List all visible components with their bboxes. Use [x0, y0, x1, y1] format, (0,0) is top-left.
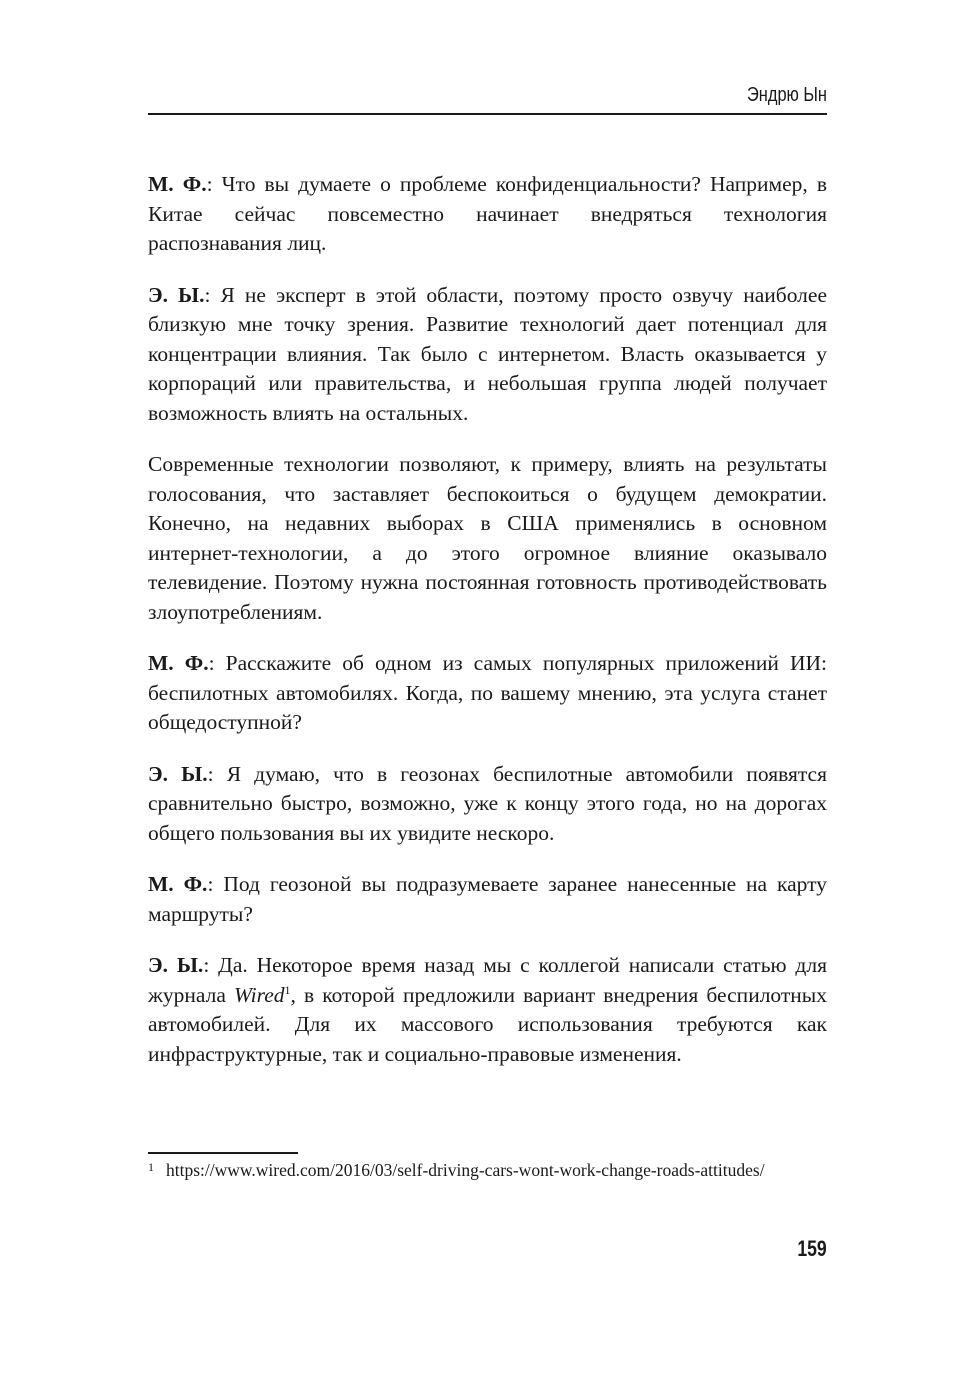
speaker-label: М. Ф.	[148, 872, 208, 896]
paragraph-text: Я не эксперт в этой области, поэтому просто озвучу наиболее близкую мне точку зрения. Развитие технологий дает потенциал для концентрации влияния. Так было с интернетом. Власть оказывается у корпораций или правительства, и небольшая группа людей получает возможность влиять на остальных.	[148, 282, 827, 425]
paragraph-text: Что вы думаете о проблеме конфиденциальности? Например, в Китае сейчас повсеместно начинает внедряться технология распознавания лиц.	[148, 172, 827, 255]
speaker-label: Э. Ы.	[148, 761, 208, 786]
paragraph-answer-wired: Э. Ы.: Да. Некоторое время назад мы с коллегой написали статью для журнала Wired$^1$, в которой предложили вариант внедрения беспилотных автомобилей. Для их массового использования требуются как инфраструктурные, так и социально-правовые изменения.	[148, 953, 827, 1066]
paragraph-question-geozone: М. Ф.: Под геозоной вы подразумеваете заранее нанесенные на карту маршруты?	[148, 872, 827, 926]
footnote-url-link[interactable]: https://www.wired.com/2016/03/self-driving-cars-wont-work-change-roads-attitudes/	[166, 1160, 765, 1180]
footnote	[148, 1157, 827, 1183]
paragraph-text: Я думаю, что в геозонах беспилотные автомобили появятся сравнительно быстро, возможно, уже к концу этого года, но на дорогах общего пользования вы их увидите нескоро.	[148, 761, 827, 845]
speaker-label: М. Ф.	[148, 172, 207, 196]
paragraph-answer-privacy: Э. Ы.: Я не эксперт в этой области, поэтому просто озвучу наиболее близкую мне точку зрения. Развитие технологий дает потенциал для концентрации влияния. Так было с интернетом. Власть оказывается у корпораций или правительства, и небольшая группа людей получает возможность влиять на остальных.	[148, 282, 827, 425]
page-number: 159	[797, 1236, 827, 1261]
speaker-label: Э. Ы.	[148, 953, 204, 977]
paragraph-question-selfdriving: М. Ф.: Расскажите об одном из самых популярных приложений ИИ: беспилотных автомобилях. Когда, по вашему мнению, эта услуга станет общедоступной?	[148, 651, 827, 734]
paragraph-answer-continued	[148, 450, 827, 627]
paragraph-text: Современные технологии позволяют, к примеру, влиять на результаты голосования, что заставляет беспокоиться о будущем демократии. Конечно, на недавних выборах в США применялись в основном интернет-технологии, а до этого огромное влияние оказывало телевидение. Поэтому нужна постоянная готовность противодействовать злоупотреблениям.	[148, 452, 827, 624]
paragraph-answer-geozones: Э. Ы.: Я думаю, что в геозонах беспилотные автомобили появятся сравнительно быстро, возможно, уже к концу этого года, но на дорогах общего пользования вы их увидите нескоро.	[148, 761, 827, 845]
running-head-title: Эндрю Ын	[747, 84, 827, 106]
paragraph-text: Расскажите об одном из самых популярных приложений ИИ: беспилотных автомобилях. Когда, по вашему мнению, эта услуга станет общедоступной?	[148, 651, 827, 734]
footnote-reference[interactable]: 1	[284, 982, 291, 997]
speaker-label: М. Ф.	[148, 651, 209, 675]
paragraph-text: Под геозоной вы подразумеваете заранее нанесенные на карту маршруты?	[148, 872, 827, 926]
paragraph-text: , в которой предложили вариант внедрения беспилотных автомобилей. Для их массового использования требуются как инфраструктурные, так и социально-правовые изменения.	[148, 982, 827, 1066]
speaker-label: Э. Ы.	[148, 282, 205, 307]
header-rule	[148, 113, 827, 115]
paragraph-question-privacy: М. Ф.: Что вы думаете о проблеме конфиденциальности? Например, в Китае сейчас повсеместно начинает внедряться технология распознавания лиц.	[148, 172, 827, 255]
body-text	[148, 170, 827, 1091]
paragraph-text: Да. Некоторое время назад мы с коллегой написали статью для журнала	[148, 953, 827, 1007]
footnote-rule	[148, 1152, 298, 1154]
magazine-title: Wired	[233, 982, 285, 1007]
footnote-number: 1	[148, 1160, 154, 1174]
